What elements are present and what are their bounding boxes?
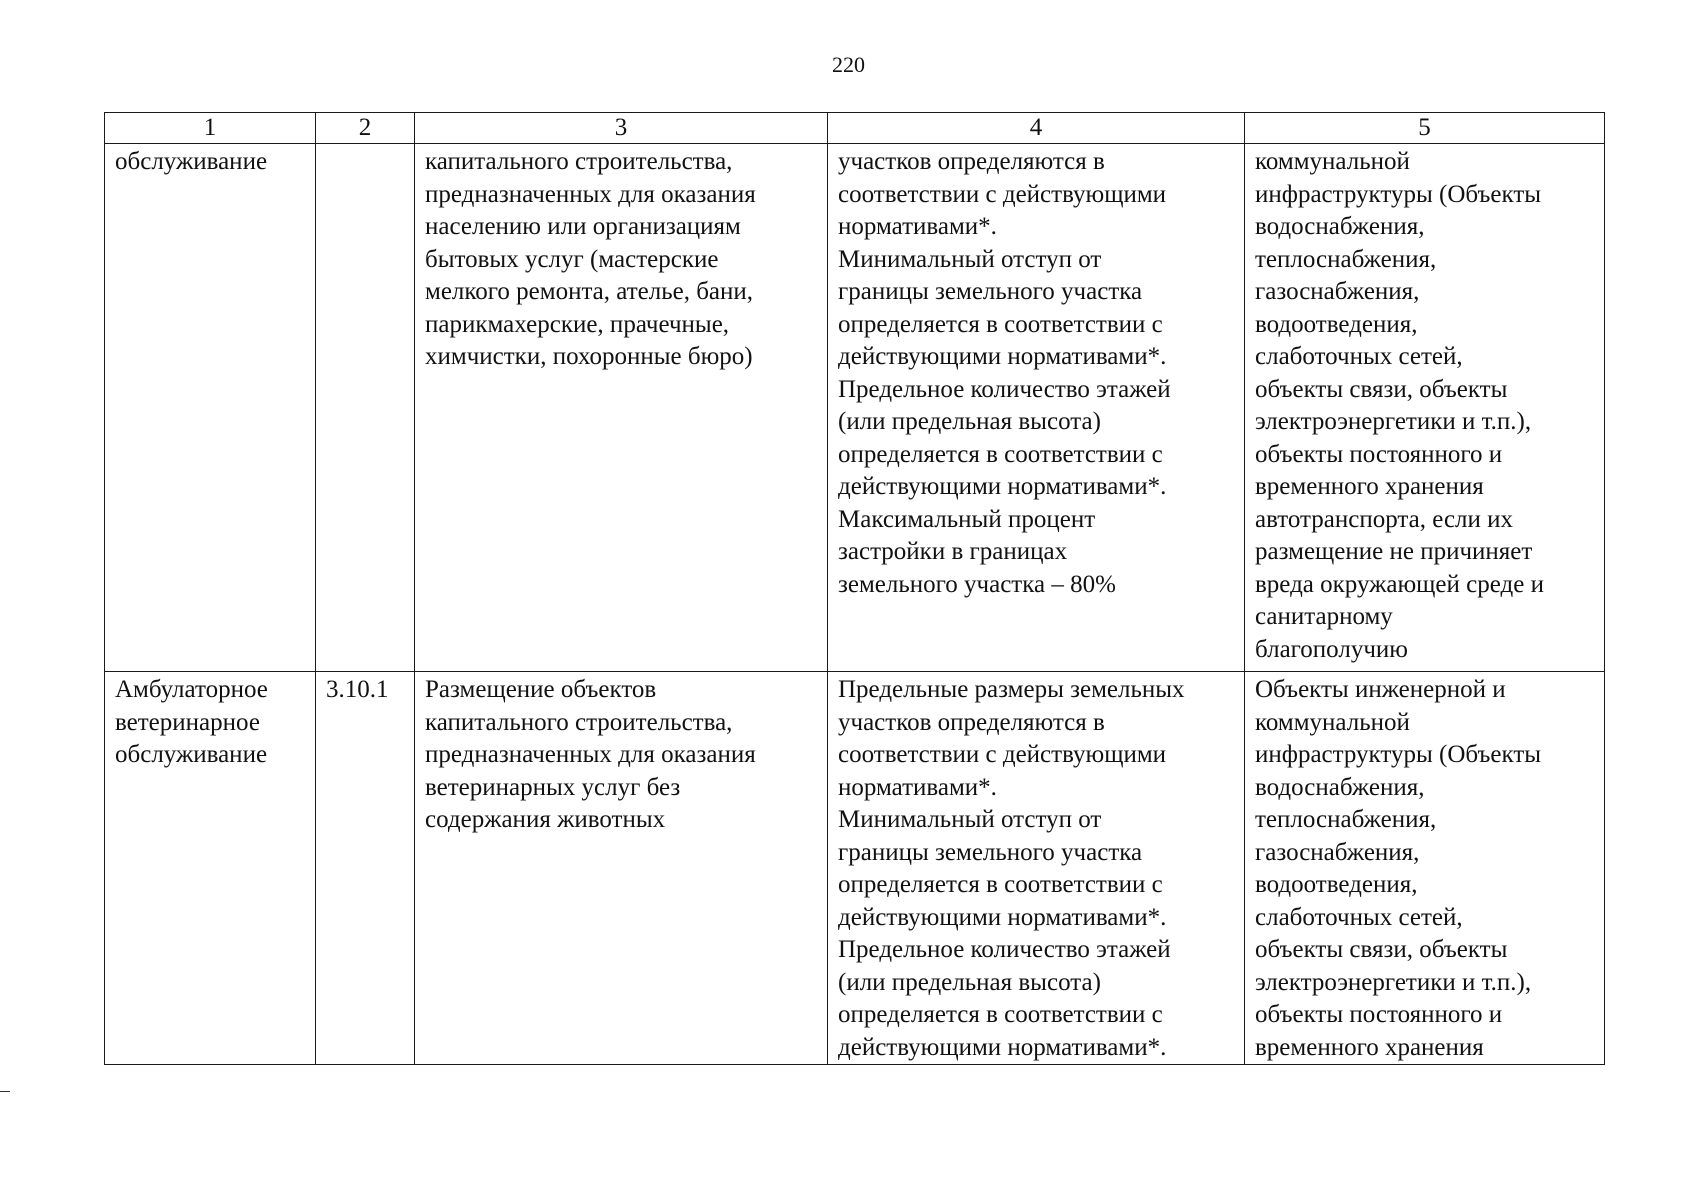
use-description-cell: Размещение объектов капитального строительства, предназначенных для оказания ветеринарных услуг без содержания животных bbox=[415, 672, 828, 1065]
auxiliary-uses-cell: коммунальной инфраструктуры (Объекты водоснабжения, теплоснабжения, газоснабжения, водоотведения, слаботочных сетей, объекты связи, объекты электроэнергетики и т.п.), объекты постоянного и временного хранения автотранспорта, если их размещение не причиняет вреда окружающей среде и санитарному благополучию bbox=[1245, 144, 1605, 672]
use-type-cell: обслуживание bbox=[105, 144, 316, 672]
use-code-cell: 3.10.1 bbox=[316, 672, 415, 1065]
column-header-3: 3 bbox=[415, 113, 828, 144]
auxiliary-uses-cell: Объекты инженерной и коммунальной инфраструктуры (Объекты водоснабжения, теплоснабжения, газоснабжения, водоотведения, слаботочных сетей, объекты связи, объекты электроэнергетики и т.п.), объекты постоянного и временного хранения bbox=[1245, 672, 1605, 1065]
column-header-1: 1 bbox=[105, 113, 316, 144]
table-row bbox=[105, 144, 1605, 672]
use-description-cell: капитального строительства, предназначенных для оказания населению или организациям бытовых услуг (мастерские мелкого ремонта, ателье, бани, парикмахерские, прачечные, химчистки, похоронные бюро) bbox=[415, 144, 828, 672]
parameters-cell: Предельные размеры земельных участков определяются в соответствии с действующими нормативами*. Минимальный отступ от границы земельного участка определяется в соответствии с действующими нормативами*. Предельное количество этажей (или предельная высота) определяется в соответствии с действующими нормативами*. bbox=[828, 672, 1245, 1065]
zoning-table bbox=[104, 112, 1605, 1065]
margin-scan-mark bbox=[0, 1091, 10, 1092]
parameters-cell: участков определяются в соответствии с действующими нормативами*. Минимальный отступ от границы земельного участка определяется в соответствии с действующими нормативами*. Предельное количество этажей (или предельная высота) определяется в соответствии с действующими нормативами*. Максимальный процент застройки в границах земельного участка – 80% bbox=[828, 144, 1245, 672]
column-header-5: 5 bbox=[1245, 113, 1605, 144]
column-header-2: 2 bbox=[316, 113, 415, 144]
page-number: 220 bbox=[832, 52, 865, 77]
use-type-cell: Амбулаторное ветеринарное обслуживание bbox=[105, 672, 316, 1065]
use-code-cell bbox=[316, 144, 415, 672]
column-header-4: 4 bbox=[828, 113, 1245, 144]
table-header-row bbox=[105, 113, 1605, 144]
table-row bbox=[105, 672, 1605, 1065]
